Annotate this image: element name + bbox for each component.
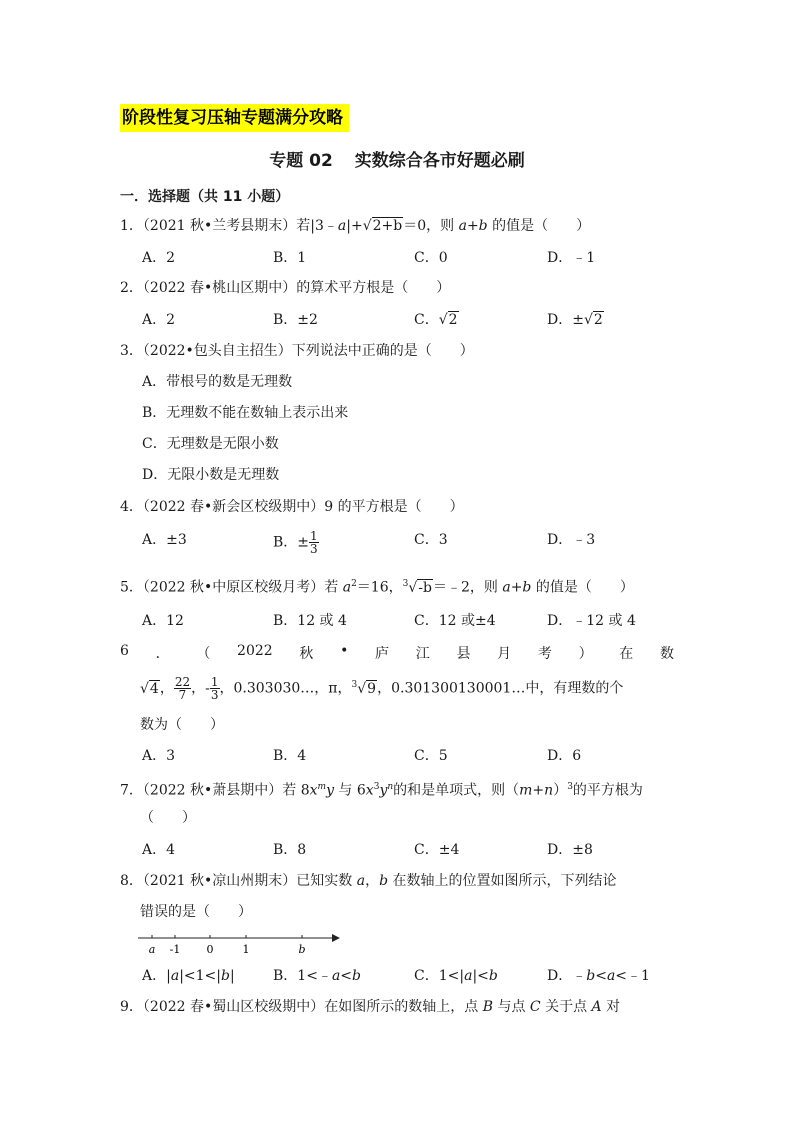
option-b[interactable]: B．±2 [273, 312, 318, 328]
axis-label-neg1: -1 [169, 943, 181, 956]
option-a[interactable]: A．±3 [142, 532, 187, 548]
title-topic-name: 实数综合各市好题必刷 [354, 151, 525, 171]
option-c[interactable]: C．±4 [414, 842, 460, 858]
option-b[interactable]: B．1<﹣a<b [273, 968, 361, 984]
question-7-line2: （ ） [140, 810, 196, 826]
option-a[interactable]: A．2 [142, 312, 176, 328]
option-b[interactable]: B．± $\frac{1}{3}$ [273, 529, 318, 556]
series-banner: 阶段性复习压轴专题满分攻略 [120, 104, 349, 132]
option-b[interactable]: B．12 或 4 [273, 613, 347, 629]
option-b[interactable]: B．无理数不能在数轴上表示出来 [142, 405, 349, 421]
option-c[interactable]: C．无理数是无限小数 [142, 436, 279, 452]
option-c[interactable]: C．√2 [414, 312, 458, 328]
axis-label-a: a [148, 943, 156, 956]
sqrt-symbol: √2+b [362, 218, 403, 234]
axis-label-b: b [298, 943, 306, 956]
number-line-figure [136, 928, 348, 958]
question-1: 1．（2021 秋•兰考县期末）若|3﹣a|+√2+b＝0，则 a+b 的值是（ ） [120, 218, 591, 234]
axis-label-0: 0 [206, 943, 214, 956]
option-a[interactable]: A．12 [142, 613, 184, 629]
sqrt-symbol: √4 [140, 680, 159, 697]
axis-label-1: 1 [242, 943, 250, 956]
option-a[interactable]: A．带根号的数是无理数 [142, 374, 293, 390]
fraction: $\frac{22}{7}$ [174, 675, 191, 703]
option-d[interactable]: D．﹣12 或 4 [547, 613, 636, 629]
question-6-numbers: √4， $\frac{22}{7}$ ，- $\frac{1}{3}$ ，0.303030…，π，$^3$√9，0.301300130001…中，有理数的个 [140, 675, 624, 703]
fraction: $\frac{1}{3}$ [310, 529, 318, 556]
option-a[interactable]: A．2 [142, 250, 176, 266]
cube-root-symbol: √9 [357, 680, 377, 697]
question-8: 8．（2021 秋•凉山州期末）已知实数 a，b 在数轴上的位置如图所示，下列结论 [120, 873, 617, 889]
option-a[interactable]: A．|a|<1<|b| [142, 968, 235, 984]
cube-root-symbol: √-b [408, 579, 432, 596]
axis-arrow-icon [332, 934, 340, 942]
option-d[interactable]: D．﹣1 [547, 250, 596, 266]
option-d[interactable]: D．无限小数是无理数 [142, 467, 280, 483]
option-a[interactable]: A．4 [142, 842, 176, 858]
option-c[interactable]: C．12 或±4 [414, 613, 496, 629]
question-4: 4．（2022 春•新会区校级期中）9 的平方根是（ ） [120, 499, 464, 515]
sqrt-symbol: √2 [438, 312, 458, 328]
option-d[interactable]: D．﹣b<a<﹣1 [547, 968, 650, 984]
option-a[interactable]: A．3 [142, 748, 176, 764]
question-5: 5．（2022 秋•中原区校级月考）若 $a^2=16$，$^3$√-b＝﹣2，则 a+b 的值是（ ） [120, 579, 634, 596]
option-c[interactable]: C．1<|a|<b [414, 968, 498, 984]
question-2: 2．（2022 春•桃山区期中）的算术平方根是（ ） [120, 280, 451, 296]
option-c[interactable]: C．0 [414, 250, 448, 266]
option-c[interactable]: C．3 [414, 532, 448, 548]
question-6-line3: 数为（ ） [140, 717, 224, 733]
option-c[interactable]: C．5 [414, 748, 448, 764]
option-d[interactable]: D．±√2 [547, 312, 603, 328]
option-b[interactable]: B．4 [273, 748, 307, 764]
option-b[interactable]: B．8 [273, 842, 307, 858]
question-3: 3．（2022•包头自主招生）下列说法中正确的是（ ） [120, 343, 474, 359]
page-title [0, 146, 794, 171]
question-8-line2: 错误的是（ ） [140, 904, 252, 920]
option-b[interactable]: B．1 [273, 250, 307, 266]
question-6-header: 6 ． （ 2022 秋 • 庐 江 县 月 考 ） 在 数 [120, 643, 674, 662]
question-7: 7．（2022 秋•萧县期中）若 $8x^my$ 与 $6x^3y^n$的和是单项式，则$(m+n)^3$的平方根为 [120, 782, 643, 799]
fraction: $\frac{1}{3}$ [210, 675, 219, 703]
option-d[interactable]: D．±8 [547, 842, 593, 858]
option-d[interactable]: D．6 [547, 748, 582, 764]
title-topic-number: 专题 02 [269, 151, 333, 171]
option-d[interactable]: D．﹣3 [547, 532, 596, 548]
sqrt-symbol: √2 [583, 312, 603, 328]
section-heading: 一．选择题（共 11 小题） [120, 189, 290, 205]
question-9: 9．（2022 春•蜀山区校级期中）在如图所示的数轴上，点 B 与点 C 关于点 A 对 [120, 999, 621, 1015]
